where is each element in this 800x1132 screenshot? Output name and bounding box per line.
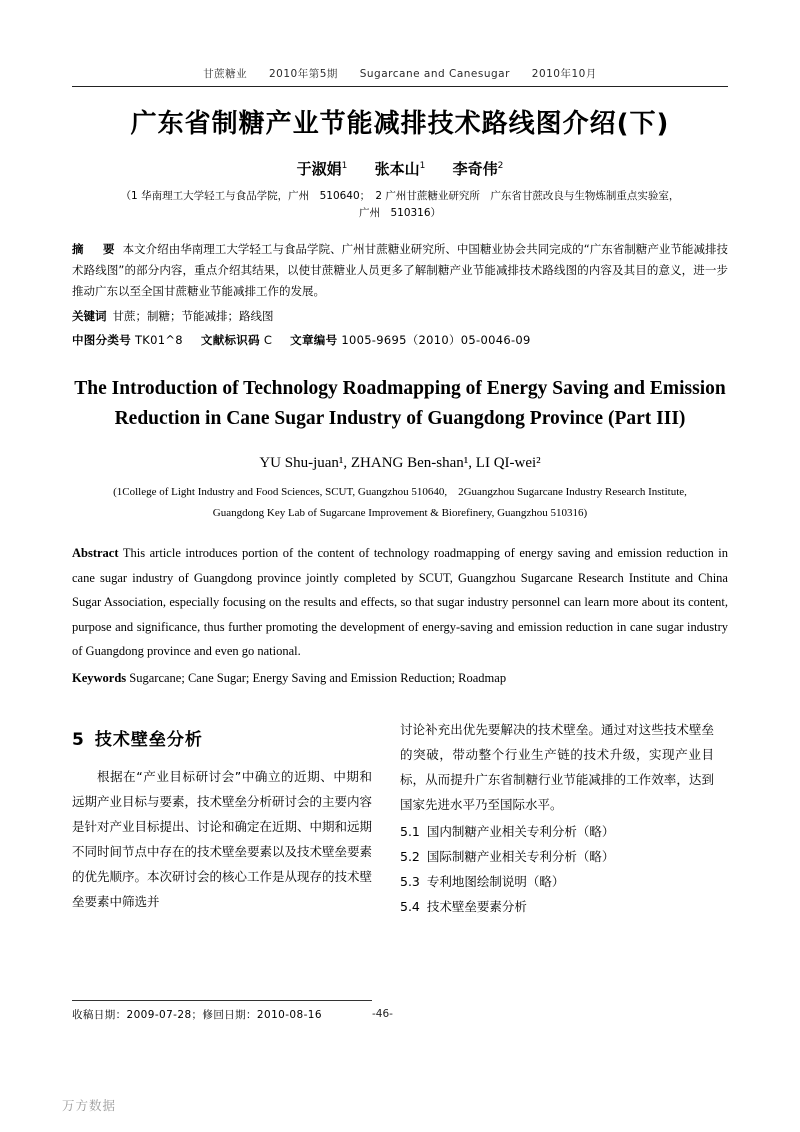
page-number: -46- — [372, 1008, 393, 1020]
clc-label: 中图分类号 — [72, 333, 131, 348]
abstract-cn — [72, 239, 728, 303]
footnote-dates: 收稿日期：2009-07-28；修回日期：2010-08-16 — [72, 1009, 322, 1021]
list-item — [400, 869, 714, 894]
author-sup-2: 1 — [419, 161, 426, 171]
section-number: 5 — [72, 729, 85, 750]
journal-name-cn: 甘蔗糖业 — [203, 68, 248, 80]
affiliation-en — [72, 482, 728, 524]
keywords-en-label: Keywords — [72, 671, 127, 686]
two-column-body — [72, 717, 728, 919]
authors-en: YU Shu-juan¹, ZHANG Ben-shan¹, LI QI-wei² — [259, 454, 541, 471]
doc-code-value: C — [263, 333, 273, 348]
subsection-title: 技术壁垒要素分析 — [426, 898, 527, 914]
subsection-number: 5.4 — [400, 898, 420, 914]
keywords-cn — [72, 306, 728, 328]
list-item — [400, 844, 714, 869]
column-left — [72, 717, 372, 919]
section-heading — [72, 725, 372, 750]
keywords-cn-text: 甘蔗；制糖；节能减排；路线图 — [112, 309, 274, 324]
authors-cn — [72, 158, 728, 179]
author-sup-1: 1 — [341, 161, 348, 171]
affiliation-en-line1: (1College of Light Industry and Food Sciences, SCUT, Guangzhou 510640, 2Guangzhou Sugarcane Industry Research Institute, — [113, 485, 687, 498]
article-id-value: 1005-9695（2010）05-0046-09 — [341, 333, 531, 348]
footnote-divider — [72, 1000, 372, 1001]
header-divider — [72, 86, 728, 87]
author-name-3: 李奇伟 — [452, 160, 498, 178]
journal-name-en: Sugarcane and Canesugar — [359, 68, 510, 80]
affiliation-cn — [72, 188, 728, 223]
subsection-number: 5.1 — [400, 823, 420, 839]
article-id-label: 文章编号 — [290, 333, 338, 348]
abstract-en-text: This article introduces portion of the content of technology roadmapping of energy saving and emission reduction in cane sugar industry of Guangdong province jointly completed by SCUT, Guangzhou Sugarcane Research Institute and China Sugar Association, especially focusing on the results and effects, so that sugar industry personnel can learn more about its content, purpose and significance, thus further promoting the development of energy-saving and emission reduction in cane sugar industry of Guangdong province and even go national. — [72, 546, 729, 658]
page-title-cn: 广东省制糖产业节能减排技术路线图介绍(下) — [130, 109, 670, 139]
body-text-left — [72, 764, 372, 914]
doc-code-label: 文献标识码 — [200, 333, 260, 348]
clc-value: TK01^8 — [134, 333, 183, 348]
affiliation-en-line2: Guangdong Key Lab of Sugarcane Improvement & Biorefinery, Guangzhou 510316) — [212, 506, 588, 519]
subsection-number: 5.3 — [400, 873, 420, 889]
keywords-en — [72, 666, 728, 690]
keywords-cn-label: 关键词 — [72, 309, 107, 324]
classification-line — [72, 332, 728, 348]
author-name-1: 于淑娟 — [296, 160, 342, 178]
abstract-cn-label: 摘 要 — [72, 241, 119, 256]
keywords-en-text: Sugarcane; Cane Sugar; Energy Saving and Emission Reduction; Roadmap — [129, 671, 507, 686]
page-content — [72, 66, 728, 919]
paragraph: 根据在“产业目标研讨会”中确立的近期、中期和远期产业目标与要素，技术壁垒分析研讨会的主要内容是针对产业目标提出、讨论和确定在近期、中期和远期不同时间节点中存在的技术壁垒要素以及技术壁垒要素的优先顺序。本次研讨会的核心工作是从现存的技术壁垒要素中筛选并 — [72, 768, 373, 909]
affiliation-cn-line2: 广州 510316） — [358, 207, 442, 220]
abstract-en-label: Abstract — [72, 546, 119, 561]
body-text-right — [400, 717, 714, 817]
list-item — [400, 819, 714, 844]
watermark: 万方数据 — [62, 1098, 117, 1113]
paragraph: 讨论补充出优先要解决的技术壁垒。通过对这些技术壁垒的突破，带动整个行业生产链的技术升级，实现产业目标，从而提升广东省制糖行业节能减排的工作效率，达到国家先进水平乃至国际水平。 — [400, 721, 714, 812]
subsection-number: 5.2 — [400, 848, 420, 864]
author-sup-3: 2 — [497, 161, 504, 171]
column-right — [400, 717, 714, 919]
journal-issue-cn: 2010年第5期 — [268, 68, 338, 80]
subsection-title: 国内制糖产业相关专利分析（略） — [426, 823, 615, 839]
section-title: 技术壁垒分析 — [94, 729, 203, 750]
list-item — [400, 894, 714, 919]
abstract-en — [72, 541, 728, 663]
affiliation-cn-line1: （1 华南理工大学轻工与食品学院，广州 510640； 2 广州甘蔗糖业研究所 广东省甘蔗改良与生物炼制重点实验室， — [120, 190, 680, 202]
journal-date-cn: 2010年10月 — [531, 68, 597, 80]
subsection-list — [400, 819, 714, 919]
abstract-cn-text: 本文介绍由华南理工大学轻工与食品学院、广州甘蔗糖业研究所、中国糖业协会共同完成的“广东省制糖产业节能减排技术路线图”的部分内容，重点介绍其结果，以使甘蔗糖业人员更多了解制糖产业节能减排技术路线图的内容及其目的意义，进一步推动广东以至全国甘蔗糖业节能减排工作的发展。 — [72, 241, 729, 299]
page-title-en: The Introduction of Technology Roadmapping of Energy Saving and Emission Reduction in Cane Sugar Industry of Guangdong Province (Part III) — [74, 378, 726, 430]
subsection-title: 国际制糖产业相关专利分析（略） — [426, 848, 615, 864]
footnote-area — [72, 1000, 728, 1022]
subsection-title: 专利地图绘制说明（略） — [426, 873, 565, 889]
author-name-2: 张本山 — [374, 160, 420, 178]
running-head — [72, 66, 728, 86]
